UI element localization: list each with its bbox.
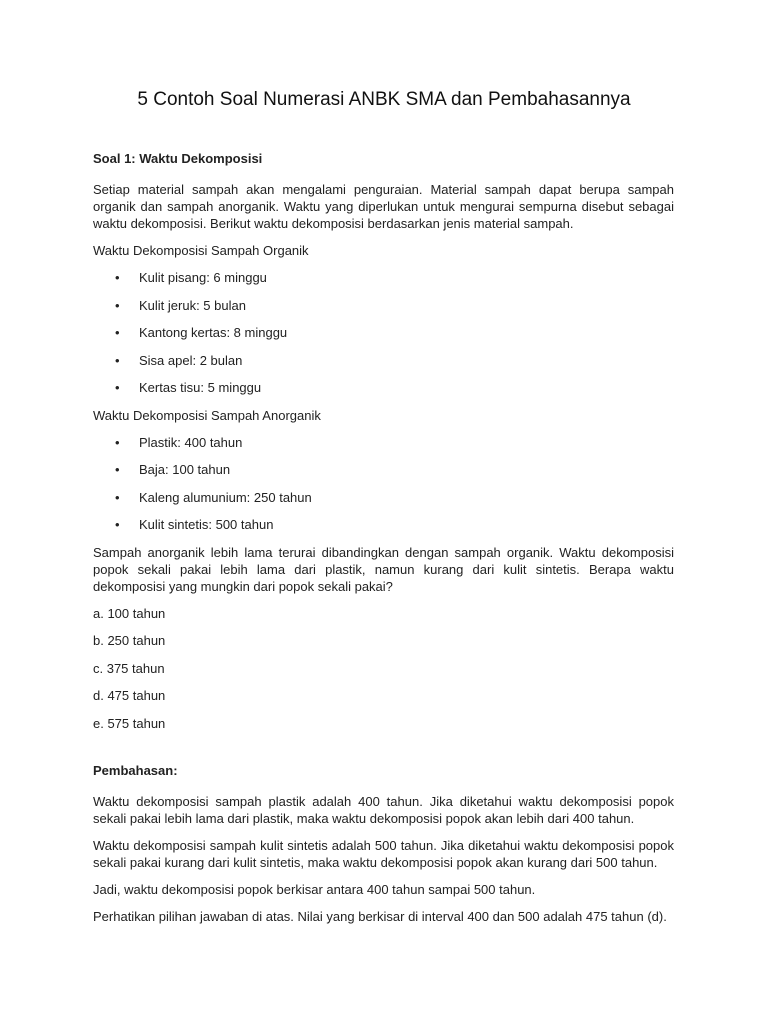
- list-item: • Sisa apel: 2 bulan: [115, 352, 243, 368]
- pembahasan-paragraph-2: Waktu dekomposisi sampah kulit sintetis adalah 500 tahun. Jika diketahui waktu dekomposisi popok sekali pakai kurang dari kulit sintetis, maka waktu dekomposisi popok akan kurang dari 500 tahun.: [93, 838, 674, 870]
- bullet-icon: •: [115, 489, 120, 505]
- answer-option-b: b. 250 tahun: [93, 633, 166, 648]
- spacer: [93, 742, 674, 762]
- anorganik-heading: Waktu Dekomposisi Sampah Anorganik: [93, 407, 321, 423]
- bullet-icon: •: [115, 352, 120, 368]
- bullet-icon: •: [115, 462, 120, 477]
- list-item: • Baja: 100 tahun: [115, 462, 231, 477]
- list-item: • Kantong kertas: 8 minggu: [115, 325, 288, 340]
- answer-option-e: e. 575 tahun: [93, 715, 166, 731]
- organik-list: [93, 269, 674, 396]
- list-item: • Kaleng alumunium: 250 tahun: [115, 489, 312, 505]
- answer-options: [93, 605, 674, 732]
- soal-1-intro: Setiap material sampah akan mengalami penguraian. Material sampah dapat berupa sampah organik dan sampah anorganik. Waktu yang diperlukan untuk mengurai sempurna disebut sebagai waktu dekomposisi. Berikut waktu dekomposisi berdasarkan jenis material sampah.: [93, 182, 674, 231]
- bullet-icon: •: [115, 434, 120, 450]
- bullet-icon: •: [115, 270, 120, 285]
- list-item: • Kulit sintetis: 500 tahun: [115, 517, 274, 532]
- soal-1-question: Sampah anorganik lebih lama terurai dibandingkan dengan sampah organik. Waktu dekomposisi popok sekali pakai lebih lama dari plastik, namun kurang dari kulit sintetis. Berapa waktu dekomposisi yang mungkin dari popok sekali pakai?: [93, 544, 674, 594]
- pembahasan-paragraph-4: Perhatikan pilihan jawaban di atas. Nilai yang berkisar di interval 400 dan 500 adalah 475 tahun (d).: [93, 909, 667, 924]
- soal-1-heading: Soal 1: Waktu Dekomposisi: [93, 151, 263, 166]
- bullet-icon: •: [115, 325, 120, 340]
- document-title: 5 Contoh Soal Numerasi ANBK SMA dan Pembahasannya: [137, 89, 631, 110]
- list-item: • Kertas tisu: 5 minggu: [115, 380, 262, 395]
- list-item: • Kulit pisang: 6 minggu: [115, 270, 267, 285]
- pembahasan-paragraph-3: Jadi, waktu dekomposisi popok berkisar antara 400 tahun sampai 500 tahun.: [93, 882, 536, 897]
- answer-option-c: c. 375 tahun: [93, 660, 165, 676]
- answer-option-d: d. 475 tahun: [93, 688, 166, 703]
- list-item: • Plastik: 400 tahun: [115, 434, 243, 450]
- document-body: [93, 150, 674, 935]
- organik-heading: Waktu Dekomposisi Sampah Organik: [93, 243, 309, 258]
- bullet-icon: •: [115, 517, 120, 532]
- bullet-icon: •: [115, 380, 120, 395]
- bullet-icon: •: [115, 297, 120, 313]
- pembahasan-paragraph-1: Waktu dekomposisi sampah plastik adalah 400 tahun. Jika diketahui waktu dekomposisi popok sekali pakai lebih lama dari plastik, maka waktu dekomposisi popok akan lebih dari 400 tahun.: [93, 794, 674, 826]
- pembahasan-heading: Pembahasan:: [93, 763, 178, 778]
- list-item: • Kulit jeruk: 5 bulan: [115, 297, 246, 313]
- anorganik-list: [93, 434, 674, 534]
- answer-option-a: a. 100 tahun: [93, 605, 166, 621]
